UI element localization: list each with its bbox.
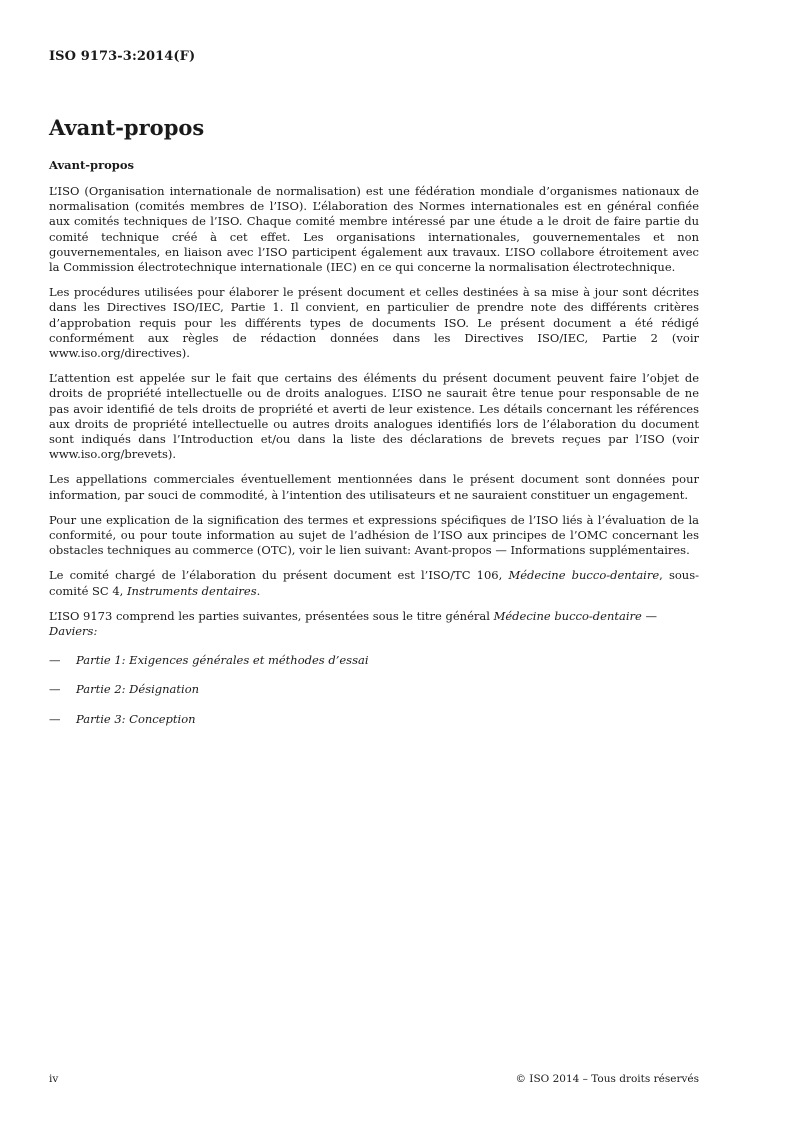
list-dash: — (49, 711, 61, 726)
committee-suffix: . (256, 583, 261, 598)
committee-middle: , sous-comité SC 4, (49, 568, 699, 598)
paragraph-patent-rights: L’attention est appelée sur le fait que certains des éléments du présent document peuvent faire l’objet de droits de propriété intellectuelle ou de droits analogues. L’ISO ne saurait être tenue pour responsable de ne pas avoir identifié de tels droits de propriété et averti de leur existence. Les détails concernant les références aux droits de propriété intellectuelle ou autres droits analogues identifiés lors de l’élaboration du document sont indiqués dans l’Introduction et/ou dans la liste des déclarations de brevets reçues par l’ISO (voir www.iso.org/brevets). (49, 371, 699, 462)
committee-tc-name: Médecine bucco-dentaire (508, 568, 660, 583)
copyright-notice: © ISO 2014 – Tous droits réservés (515, 1073, 699, 1085)
paragraph-trade-names: Les appellations commerciales éventuellement mentionnées dans le présent document sont données pour information, par souci de commodité, à l’intention des utilisateurs et ne sauraient constituer un engagement. (49, 472, 699, 502)
document-page (49, 0, 699, 1122)
committee-sc-name: Instruments dentaires (127, 583, 257, 598)
part-label: Partie 2: Désignation (76, 682, 200, 697)
list-item (49, 653, 699, 668)
series-text: L’ISO 9173 comprend les parties suivantes, présentées sous le titre général (49, 608, 494, 623)
list-dash: — (49, 653, 61, 668)
page-number: iv (49, 1073, 59, 1085)
parts-list (49, 653, 699, 727)
committee-prefix: Le comité chargé de l’élaboration du présent document est l’ISO/TC 106, (49, 568, 509, 583)
section-subtitle: Avant-propos (49, 158, 134, 172)
paragraph-series (49, 609, 699, 639)
series-title: Médecine bucco-dentaire — Daviers: (49, 608, 657, 639)
paragraph-committee (49, 568, 699, 598)
page-title: Avant-propos (49, 115, 205, 140)
part-label: Partie 3: Conception (76, 711, 196, 726)
paragraph-iso-organisation: L’ISO (Organisation internationale de normalisation) est une fédération mondiale d’organismes nationaux de normalisation (comités membres de l’ISO). L’élaboration des Normes internationales est en général confiée aux comités techniques de l’ISO. Chaque comité membre intéressé par une étude a le droit de faire partie du comité technique créé à cet effet. Les organisations internationales, gouvernementales et non gouvernementales, en liaison avec l’ISO participent également aux travaux. L’ISO collabore étroitement avec la Commission électrotechnique internationale (IEC) en ce qui concerne la normalisation électrotechnique. (49, 184, 699, 275)
paragraph-conformity: Pour une explication de la signification des termes et expressions spécifiques de l’ISO liés à l’évaluation de la conformité, ou pour toute information au sujet de l’adhésion de l’ISO aux principes de l’OMC concernant les obstacles techniques au commerce (OTC), voir le lien suivant: Avant-propos — Informations supplémentaires. (49, 512, 699, 558)
list-item (49, 682, 699, 697)
part-label: Partie 1: Exigences générales et méthodes d’essai (76, 653, 369, 668)
list-dash: — (49, 682, 61, 697)
paragraph-procedures: Les procédures utilisées pour élaborer le présent document et celles destinées à sa mise à jour sont décrites dans les Directives ISO/IEC, Partie 1. Il convient, en particulier de prendre note des différents critères d’approbation requis pour les différents types de documents ISO. Le présent document a été rédigé conformément aux règles de rédaction données dans les Directives ISO/IEC, Partie 2 (voir www.iso.org/directives). (49, 285, 699, 361)
document-id: ISO 9173-3:2014(F) (49, 49, 196, 64)
list-item (49, 712, 699, 727)
foreword-content (49, 158, 699, 741)
